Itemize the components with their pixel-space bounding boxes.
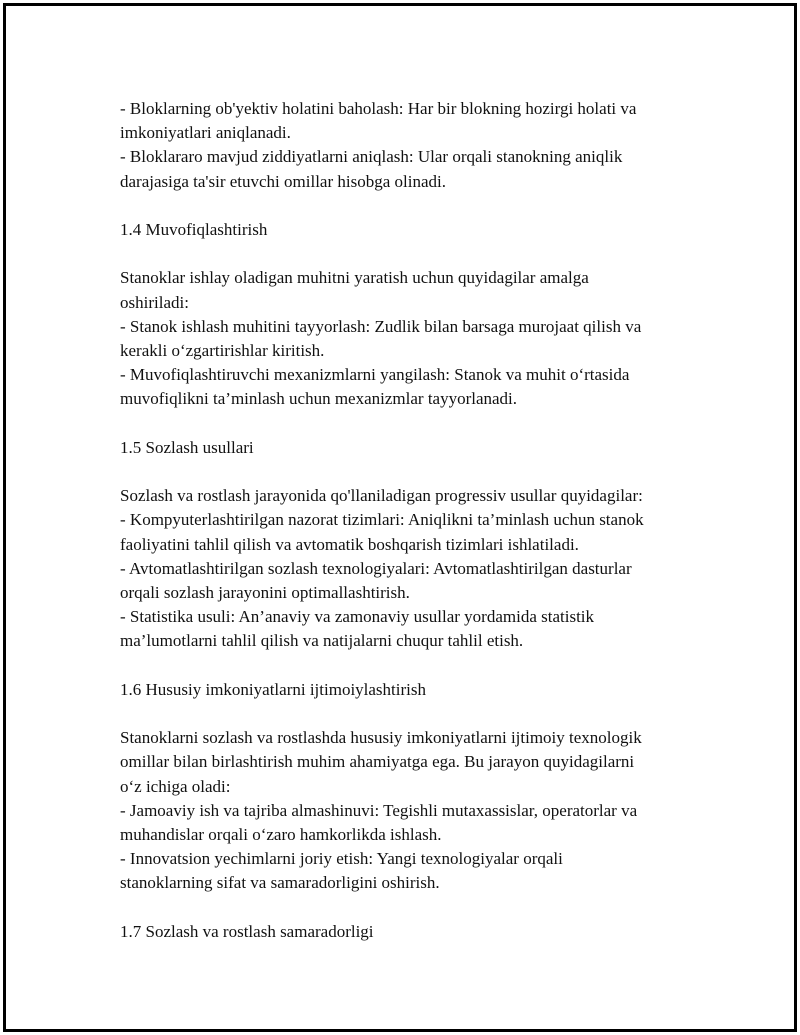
text-line: - Statistika usuli: An’anaviy va zamonaviy usullar yordamida statistik (120, 607, 595, 627)
text-line: omillar bilan birlashtirish muhim ahamiyatga ega. Bu jarayon quyidagilarni (120, 752, 635, 772)
text-line: muhandislar orqali o‘zaro hamkorlikda ishlash. (120, 825, 442, 844)
paragraph-gap (120, 460, 720, 484)
text-line: - Kompyuterlashtirilgan nazorat tizimlari: Aniqlikni ta’minlash uchun stanok (120, 510, 644, 530)
text-line: imkoniyatlari aniqlanadi. (120, 123, 291, 143)
text-line: - Muvofiqlashtiruvchi mexanizmlarni yangilash: Stanok va muhit o‘rtasida (120, 365, 630, 385)
text-line: - Jamoaviy ish va tajriba almashinuvi: Tegishli mutaxassislar, operatorlar va (120, 800, 638, 820)
section-heading: 1.4 Muvofiqlashtirish (120, 220, 268, 239)
text-line: o‘z ichiga oladi: (120, 776, 231, 796)
text-line: Stanoklarni sozlash va rostlashda hususiy imkoniyatlarni ijtimoiy texnologik (120, 728, 642, 748)
paragraph-gap (120, 702, 720, 726)
text-line: stanoklarning sifat va samaradorligini oshirish. (120, 873, 440, 893)
text-line: muvofiqlikni ta’minlash uchun mexanizmlar tayyorlanadi. (120, 389, 518, 409)
text-line: Sozlash va rostlash jarayonida qo'llaniladigan progressiv usullar quyidagilar: (120, 486, 643, 506)
text-line: - Stanok ishlash muhitini tayyorlash: Zudlik bilan barsaga murojaat qilish va (120, 316, 642, 336)
text-line: - Innovatsion yechimlarni joriy etish: Yangi texnologiyalar orqali (120, 849, 563, 869)
text-line: - Avtomatlashtirilgan sozlash texnologiyalari: Avtomatlashtirilgan dasturlar (120, 558, 632, 578)
paragraph-gap (120, 896, 720, 920)
text-line: kerakli o‘zgartirishlar kiritish. (120, 341, 325, 360)
section-heading: 1.7 Sozlash va rostlash samaradorligi (120, 921, 374, 941)
text-line: darajasiga ta'sir etuvchi omillar hisobga olinadi. (120, 171, 446, 191)
paragraph-gap (120, 412, 720, 436)
text-line: - Bloklararo mavjud ziddiyatlarni aniqlash: Ular orqali stanokning aniqlik (120, 147, 623, 167)
text-line: - Bloklarning ob'yektiv holatini baholash: Har bir blokning hozirgi holati va (120, 99, 637, 118)
text-line: ma’lumotlarni tahlil qilish va natijalarni chuqur tahlil etish. (120, 631, 524, 651)
document-body (120, 97, 720, 944)
text-line: faoliyatini tahlil qilish va avtomatik boshqarish tizimlari ishlatiladi. (120, 534, 579, 554)
section-heading: 1.6 Hususiy imkoniyatlarni ijtimoiylashtirish (120, 679, 426, 699)
paragraph-gap (120, 194, 720, 218)
paragraph-gap (120, 654, 720, 678)
text-line: oshiriladi: (120, 292, 189, 312)
text-line: orqali sozlash jarayonini optimallashtirish. (120, 583, 410, 602)
paragraph-gap (120, 242, 720, 266)
page-frame (3, 3, 797, 1032)
section-heading: 1.5 Sozlash usullari (120, 437, 254, 457)
text-line: Stanoklar ishlay oladigan muhitni yaratish uchun quyidagilar amalga (120, 268, 589, 288)
